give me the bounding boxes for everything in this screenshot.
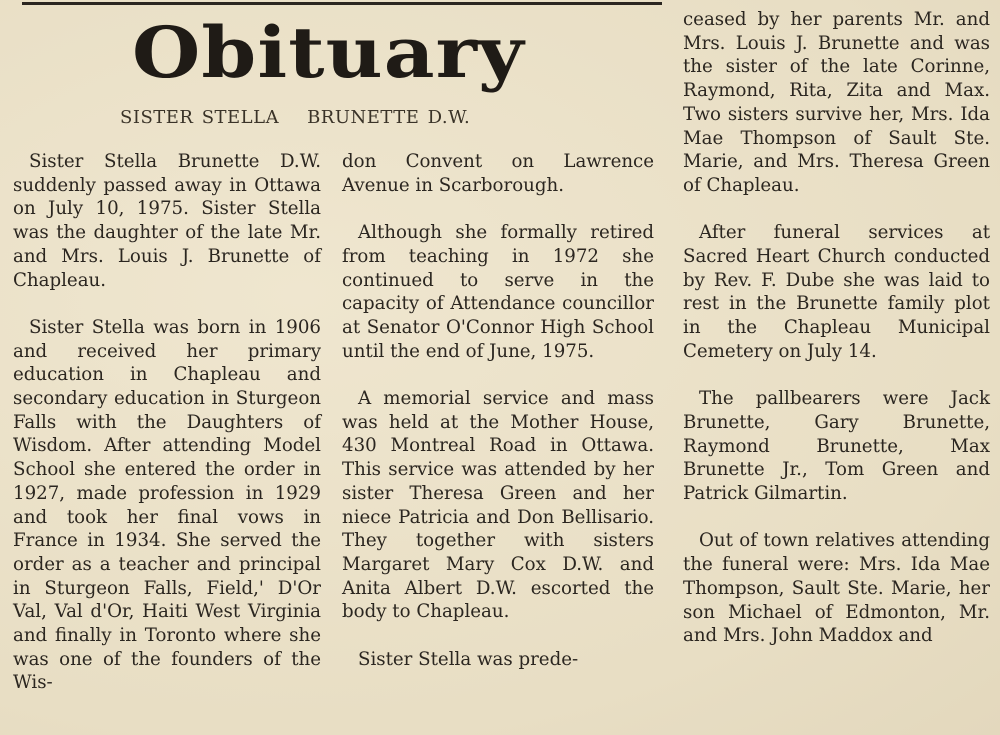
masthead-title: Obituary [132,11,525,94]
top-rule [22,2,662,5]
paragraph: Sister Stella Brunette D.W. suddenly passed away in Ottawa on July 10, 1975. Sister Stella was the daughter of the late Mr. and Mrs. Louis J. Brunette of Chapleau. [13,151,321,291]
paragraph: ceased by her parents Mr. and Mrs. Louis J. Brunette and was the sister of the late Corinne, Raymond, Rita, Zita and Max. Two sisters survive her, Mrs. Ida Mae Thompson of Sault Ste. Marie, and Mrs. Theresa Green of Chapleau. [683,9,990,196]
paragraph: Out of town relatives attending the funeral were: Mrs. Ida Mae Thompson, Sault Ste. Marie, her son Michael of Edmonton, Mr. and Mrs. John Maddox and [683,530,990,647]
paragraph: Although she formally retired from teaching in 1972 she continued to serve in the capacity of Attendance councillor at Senator O'Connor High School until the end of June, 1975. [342,222,654,362]
article-column-3 [683,8,990,672]
article-column-2 [342,150,654,695]
subhead-name-part2: BRUNETTE D.W. [307,107,471,128]
paragraph: The pallbearers were Jack Brunette, Gary Brunette, Raymond Brunette, Max Brunette Jr., Tom Green and Patrick Gilmartin. [683,388,990,505]
paragraph: don Convent on Lawrence Avenue in Scarborough. [342,151,654,196]
paragraph: A memorial service and mass was held at the Mother House, 430 Montreal Road in Ottawa. This service was attended by her sister Theresa Green and her niece Patricia and Don Bellisario. They together with sisters Margaret Mary Cox D.W. and Anita Albert D.W. escorted the body to Chapleau. [342,388,654,623]
subhead-name-part1: SISTER STELLA [120,107,280,128]
article-column-1 [13,150,321,719]
paragraph: Sister Stella was born in 1906 and received her primary education in Chapleau and secondary education in Sturgeon Falls with the Daughters of Wisdom. After attending Model School she entered the order in 1927, made profession in 1929 and took her final vows in France in 1934. She served the order as a teacher and principal in Sturgeon Falls, Field,' D'Or Val, Val d'Or, Haiti West Virginia and finally in Toronto where she was one of the founders of the Wis- [13,316,321,694]
deceased-name-subhead [120,107,498,128]
paragraph: After funeral services at Sacred Heart Church conducted by Rev. F. Dube she was laid to rest in the Brunette family plot in the Chapleau Municipal Cemetery on July 14. [683,222,990,362]
paragraph: Sister Stella was prede- [358,648,579,670]
